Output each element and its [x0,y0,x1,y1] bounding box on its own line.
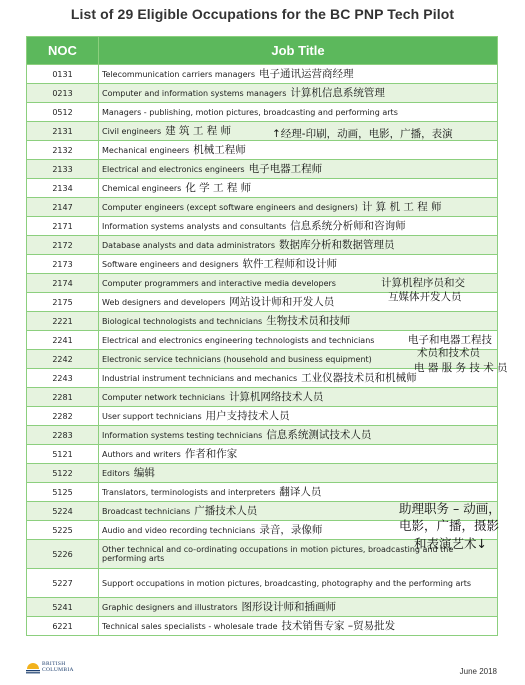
job-title-cell [99,160,498,179]
noc-code-cell: 2241 [27,331,99,350]
job-title-chinese: 建 筑 工 程 师 [165,124,232,137]
job-title-chinese: 数据库分析和数据管理员 [279,238,395,251]
job-title-cell [99,464,498,483]
noc-code-cell: 2221 [27,312,99,331]
table-row [27,217,498,236]
table-row [27,84,498,103]
noc-code-cell: 0213 [27,84,99,103]
noc-code-cell: 0512 [27,103,99,122]
job-title-english: Broadcast technicians [102,506,191,516]
job-title-cell [99,598,498,617]
job-title-chinese: 录音，录像师 [259,523,323,536]
job-title-chinese: 作者和作家 [184,447,238,460]
table-row [27,464,498,483]
job-title-english: Biological technologists and technicians [102,316,263,326]
table-row [27,598,498,617]
table-row [27,179,498,198]
table-row [27,388,498,407]
job-title-english: Computer programmers and interactive media developers [102,278,336,288]
noc-code-cell: 2131 [27,122,99,141]
job-title-chinese: 电子通讯运营商经理 [259,67,354,80]
job-title-column-header: Job Title [99,37,498,65]
noc-code-cell: 5122 [27,464,99,483]
job-title-english: Support occupations in motion pictures, broadcasting, photography and the performing arts [102,578,472,588]
job-title-chinese: 编辑 [133,466,155,479]
annotation-2131: ↑经理-印刷，动画，电影，广播，表演 [272,128,453,140]
job-title-chinese: 用户支持技术人员 [205,409,290,422]
job-title-cell [99,217,498,236]
job-title-chinese: 计 算 机 工 程 师 [361,200,442,213]
annotation-5225: 和表演艺术↓ [414,536,487,551]
job-title-chinese: 软件工程师和设计师 [242,257,338,270]
noc-code-cell: 2171 [27,217,99,236]
job-title-english: Computer engineers (except software engineers and designers) [102,202,358,212]
table-row [27,312,498,331]
job-title-chinese: 网站设计师和开发人员 [229,295,335,308]
job-title-cell [99,198,498,217]
job-title-english: Mechanical engineers [102,145,190,155]
noc-code-cell: 5125 [27,483,99,502]
job-title-chinese: 信息系统分析师和咨询师 [290,219,406,232]
british-columbia-logo [26,660,96,678]
job-title-cell [99,255,498,274]
table-row [27,141,498,160]
job-title-english: Chemical engineers [102,183,182,193]
job-title-english: Civil engineers [102,126,162,136]
noc-code-cell: 2132 [27,141,99,160]
noc-code-cell: 2173 [27,255,99,274]
job-title-english: Electrical and electronics engineering technologists and technicians [102,335,375,345]
job-title-english: Other technical and co-ordinating occupations in motion pictures, broadcasting and the performing arts [102,545,454,563]
job-title-english: Industrial instrument technicians and mechanics [102,373,298,383]
annotation-5224: 电影，广播，摄影 [399,518,500,533]
table-row [27,426,498,445]
job-title-english: Database analysts and data administrators [102,240,275,250]
job-title-chinese: 化 学 工 程 师 [185,181,252,194]
job-title-chinese: 计算机信息系统管理 [290,86,385,99]
table-row [27,65,498,84]
table-row [27,198,498,217]
job-title-chinese: 技术销售专家 –贸易批发 [281,619,396,632]
job-title-cell [99,103,498,122]
job-title-chinese: 广播技术人员 [194,504,258,517]
job-title-cell [99,84,498,103]
job-title-chinese: 图形设计师和插画师 [241,600,336,613]
noc-code-cell: 5226 [27,540,99,569]
noc-code-cell: 2281 [27,388,99,407]
table-row [27,236,498,255]
job-title-cell [99,445,498,464]
noc-code-cell: 2134 [27,179,99,198]
job-title-cell [99,312,498,331]
job-title-english: Editors [102,468,130,478]
job-title-english: User support technicians [102,411,202,421]
noc-code-cell: 5225 [27,521,99,540]
job-title-english: Computer network technicians [102,392,225,402]
table-row [27,445,498,464]
job-title-cell [99,388,498,407]
job-title-english: Telecommunication carriers managers [102,69,256,79]
document-date: June 2018 [459,667,497,676]
annotation-2174-line1: 计算机程序员和交 [381,277,465,289]
table-row [27,103,498,122]
noc-code-cell: 0131 [27,65,99,84]
job-title-english: Information systems testing technicians [102,430,263,440]
table-row [27,407,498,426]
job-title-cell [99,617,498,636]
job-title-chinese: 信息系统测试技术人员 [266,428,372,441]
noc-code-cell: 5227 [27,569,99,598]
noc-code-cell: 2147 [27,198,99,217]
job-title-cell [99,483,498,502]
job-title-english: Technical sales specialists - wholesale trade [102,621,278,631]
annotation-2241-line1: 电子和电器工程技 [408,334,492,346]
noc-code-cell: 2242 [27,350,99,369]
page-title: List of 29 Eligible Occupations for the BC PNP Tech Pilot [70,6,455,22]
job-title-english: Audio and video recording technicians [102,525,256,535]
job-title-cell [99,141,498,160]
noc-code-cell: 2175 [27,293,99,312]
table-row [27,617,498,636]
job-title-chinese: 机械工程师 [193,143,246,156]
table-header-row [27,37,498,65]
annotation-2174-line2: 互媒体开发人员 [388,291,462,303]
noc-code-cell: 5224 [27,502,99,521]
annotation-2242: 电 器 服 务 技 术 员 [414,362,508,374]
job-title-chinese: 翻译人员 [279,485,322,498]
job-title-cell [99,179,498,198]
noc-code-cell: 2133 [27,160,99,179]
job-title-chinese: 工业仪器技术员和机械师 [301,371,417,384]
job-title-cell [99,65,498,84]
table-row [27,160,498,179]
job-title-english: Electrical and electronics engineers [102,164,245,174]
job-title-english: Computer and information systems managers [102,88,287,98]
logo-text: BRITISH COLUMBIA [42,661,74,673]
table-row [27,569,498,598]
job-title-english: Authors and writers [102,449,181,459]
noc-code-cell: 2174 [27,274,99,293]
table-row [27,483,498,502]
job-title-english: Translators, terminologists and interpreters [102,487,276,497]
noc-code-cell: 2243 [27,369,99,388]
annotation-2241-line2: 术员和技术员 [417,347,480,359]
noc-code-cell: 2172 [27,236,99,255]
job-title-cell [99,569,498,598]
sun-logo-icon [26,660,40,674]
job-title-english: Managers - publishing, motion pictures, broadcasting and performing arts [102,107,398,117]
table-row [27,255,498,274]
job-title-cell [99,236,498,255]
noc-code-cell: 2282 [27,407,99,426]
noc-code-cell: 2283 [27,426,99,445]
job-title-english: Web designers and developers [102,297,226,307]
annotation-5125: 助理职务 – 动画， [399,501,501,516]
noc-column-header: NOC [27,37,99,65]
job-title-english: Electronic service technicians (household and business equipment) [102,354,372,364]
noc-code-cell: 5241 [27,598,99,617]
job-title-cell [99,426,498,445]
noc-code-cell: 6221 [27,617,99,636]
noc-code-cell: 5121 [27,445,99,464]
job-title-english: Graphic designers and illustrators [102,602,238,612]
job-title-chinese: 电子电器工程师 [248,162,323,175]
job-title-english: Software engineers and designers [102,259,239,269]
job-title-chinese: 计算机网络技术人员 [228,390,324,403]
job-title-chinese: 生物技术员和技师 [266,314,351,327]
job-title-english: Information systems analysts and consultants [102,221,287,231]
job-title-cell [99,407,498,426]
